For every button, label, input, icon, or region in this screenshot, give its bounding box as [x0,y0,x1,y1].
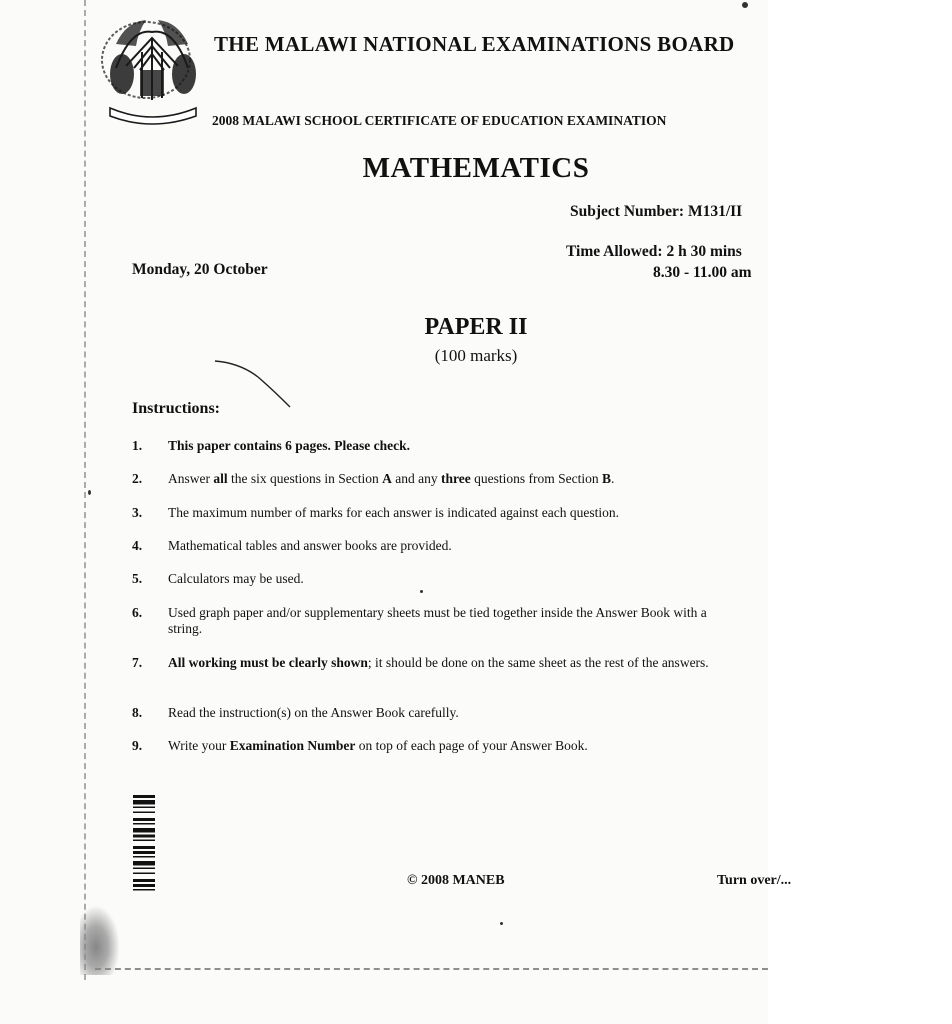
instruction-text-part: All working must be clearly shown [168,655,368,670]
instruction-text-part: Examination Number [229,738,356,753]
exam-date: Monday, 20 October [132,261,268,278]
instruction-text-part: Calculators may be used. [168,571,304,586]
instruction-text-part: Write your [168,738,230,753]
instruction-text-part: three [441,471,471,486]
scan-speck [500,922,503,925]
instruction-number: 3. [132,505,143,520]
pen-stroke [210,355,300,415]
scan-smudge [80,905,120,975]
instruction-text [168,471,734,487]
instruction-number: 2. [132,471,143,486]
copyright: © 2008 MANEB [407,873,505,888]
instruction-text [168,505,734,521]
exam-title: 2008 MALAWI SCHOOL CERTIFICATE OF EDUCATION EXAMINATION [212,113,667,128]
instruction-text-part: all [213,471,228,486]
instruction-text-part: . [611,471,615,486]
instruction-number: 9. [132,738,143,753]
instruction-text-part: The maximum number of marks for each answer is indicated against each question. [168,505,619,520]
instruction-text-part: ; it should be done on the same sheet as the rest of the answers. [367,655,709,670]
scan-speck [88,490,91,495]
barcode-icon [133,795,155,912]
instruction-text-part: Read the instruction(s) on the Answer Book carefully. [168,705,459,720]
instruction-text [168,571,734,587]
instruction-number: 4. [132,538,143,553]
instruction-text-part: Mathematical tables and answer books are provided. [168,538,452,553]
time-range: 8.30 - 11.00 am [653,264,752,281]
scan-speck [420,590,423,593]
instruction-text-part: This paper contains 6 pages. Please check. [168,438,411,453]
instruction-text-part: the six questions in Section [227,471,383,486]
instruction-number: 8. [132,705,143,720]
paper-title: PAPER II [424,314,528,340]
instruction-text-part: questions from Section [470,471,602,486]
instruction-text [168,605,734,637]
turn-over-note: Turn over/... [717,873,792,888]
instruction-text [168,538,734,554]
instruction-text-part: and any [391,471,441,486]
time-allowed: Time Allowed: 2 h 30 mins [566,243,742,260]
paper-marks: (100 marks) [434,346,518,365]
instruction-text-part: B [602,471,612,486]
instruction-text-part: Used graph paper and/or supplementary sheets must be tied together inside the Answer Book with a string. [168,605,707,636]
instructions-heading: Instructions: [132,400,221,417]
subject-title: MATHEMATICS [362,152,590,184]
instruction-number: 7. [132,655,143,670]
instruction-text [168,438,734,454]
instruction-text-part: A [382,471,392,486]
board-title: THE MALAWI NATIONAL EXAMINATIONS BOARD [214,32,735,56]
instruction-text [168,738,734,754]
instruction-text [168,705,734,721]
instruction-text [168,655,734,671]
scan-speck [742,2,748,8]
instruction-text-part: Answer [168,471,214,486]
scan-edge-bottom [95,968,768,976]
maneb-crest-icon [96,8,208,126]
instruction-number: 6. [132,605,143,620]
subject-number: Subject Number: M131/II [570,203,743,220]
instruction-number: 5. [132,571,143,586]
instruction-number: 1. [132,438,143,453]
instruction-text-part: on top of each page of your Answer Book. [355,738,588,753]
